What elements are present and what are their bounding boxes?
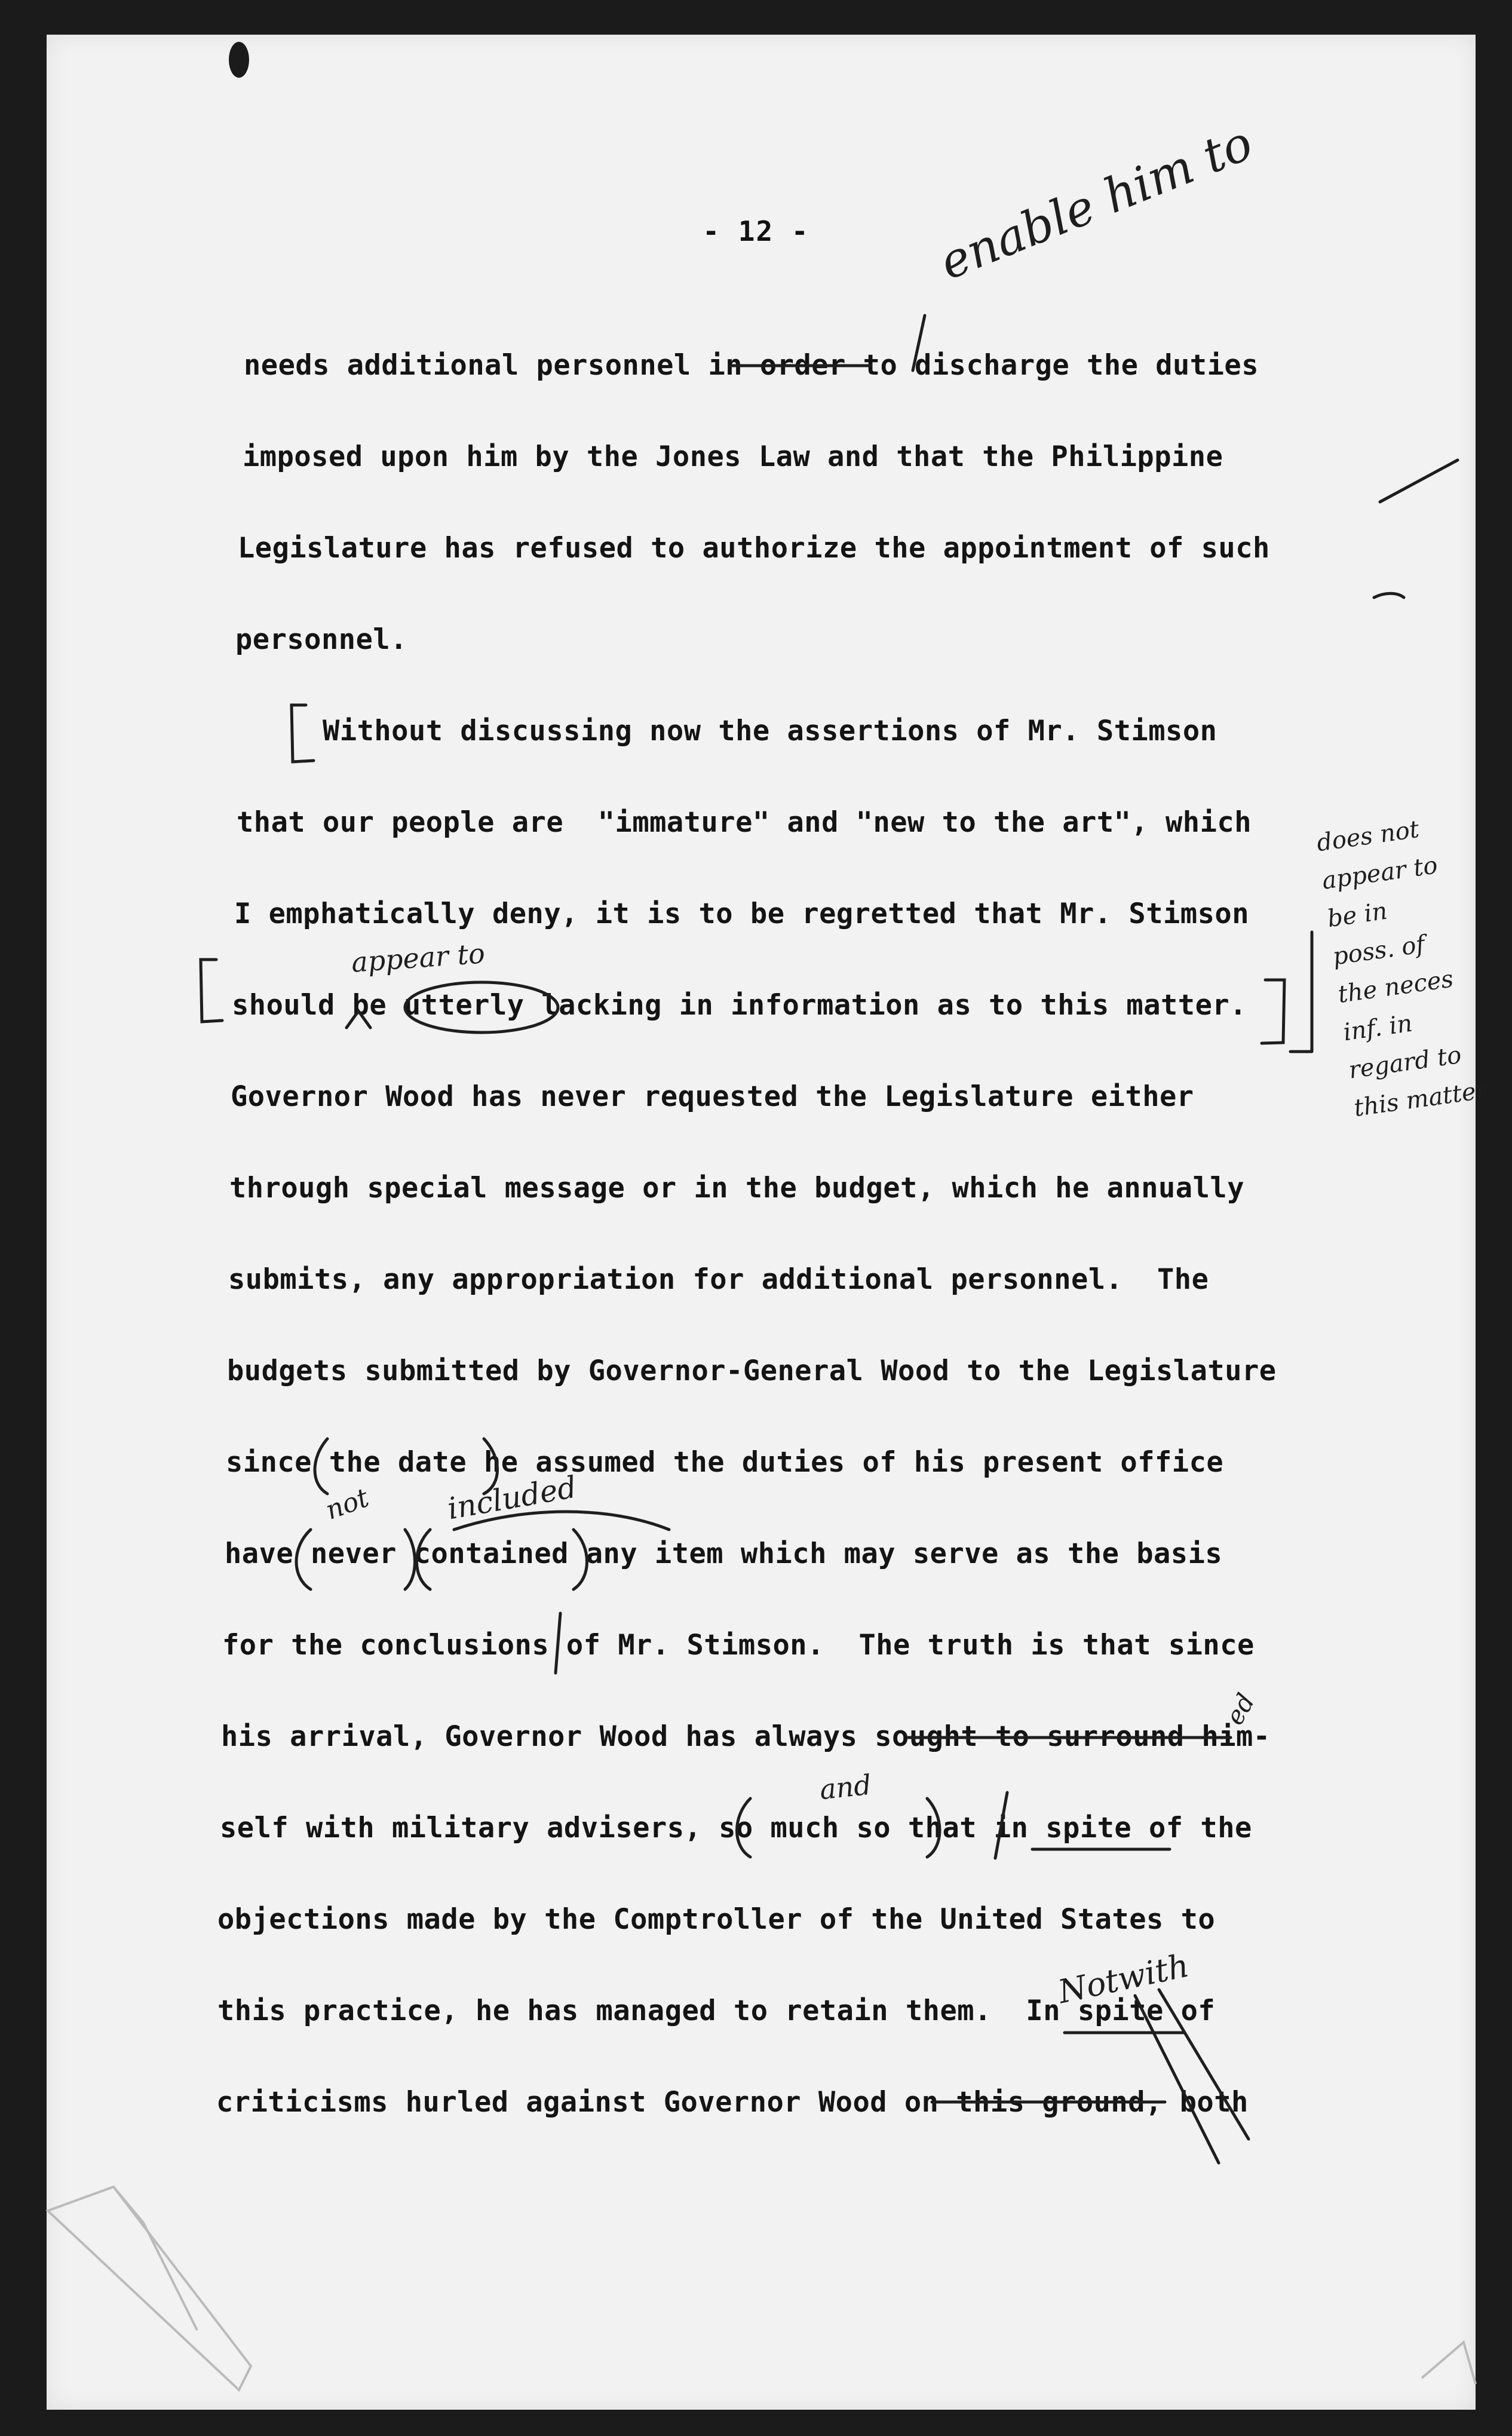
text-line: through special message or in the budget, which he annually [229,1172,1244,1205]
margin-note-line: does not [1315,815,1421,857]
handwriting-enable-him-to: enable him to [932,115,1260,291]
text-line: Governor Wood has never requested the Legislature either [231,1080,1194,1113]
margin-note-line: appear to [1320,851,1440,895]
text-line: I emphatically deny, it is to be regretted that Mr. Stimson [234,897,1249,930]
text-line: personnel. [235,623,407,656]
margin-note-line: this matter [1352,1076,1489,1123]
page-number: - 12 - [703,215,809,247]
text-line: since the date he assumed the duties of his present office [226,1446,1224,1479]
text-line: submits, any appropriation for additional personnel. The [228,1263,1209,1296]
handwriting-not: not [321,1482,373,1526]
text-line: should be utterly lacking in information as to this matter. [232,989,1247,1022]
handwriting-notwith: Notwith [1054,1946,1192,2011]
text-line: have never contained any item which may serve as the basis [225,1537,1223,1570]
margin-note-line: regard to [1347,1041,1464,1084]
margin-note-line: the neces [1336,965,1455,1009]
text-line: self with military advisers, so much so that in spite of the [220,1812,1252,1844]
margin-note-line: be in [1326,897,1390,933]
text-line: that our people are "immature" and "new to the art", which [237,806,1252,839]
text-line: for the conclusions of Mr. Stimson. The truth is that since [222,1629,1255,1662]
text-line: criticisms hurled against Governor Wood on this ground, both [216,2086,1249,2119]
handwriting-and: and [818,1768,873,1806]
text-line: his arrival, Governor Wood has always sought to surround him- [221,1720,1271,1753]
text-line: imposed upon him by the Jones Law and that the Philippine [243,440,1223,473]
text-line: budgets submitted by Governor-General Wood to the Legislature [227,1355,1277,1387]
text-line: Legislature has refused to authorize the appointment of such [238,532,1270,565]
text-line: objections made by the Comptroller of the United States to [217,1903,1216,1936]
handwriting-appear-to: appear to [350,937,486,979]
text-line: needs additional personnel in order to discharge the duties [244,349,1259,382]
handwriting-ed: ed [1219,1688,1261,1730]
text-line: Without discussing now the assertions of Mr. Stimson [323,715,1217,747]
margin-note-line: inf. in [1341,1009,1414,1047]
text-line: this practice, he has managed to retain them. In spite of [217,1994,1216,2027]
margin-note-line: poss. of [1330,930,1427,971]
handwriting-included: included [444,1469,579,1527]
